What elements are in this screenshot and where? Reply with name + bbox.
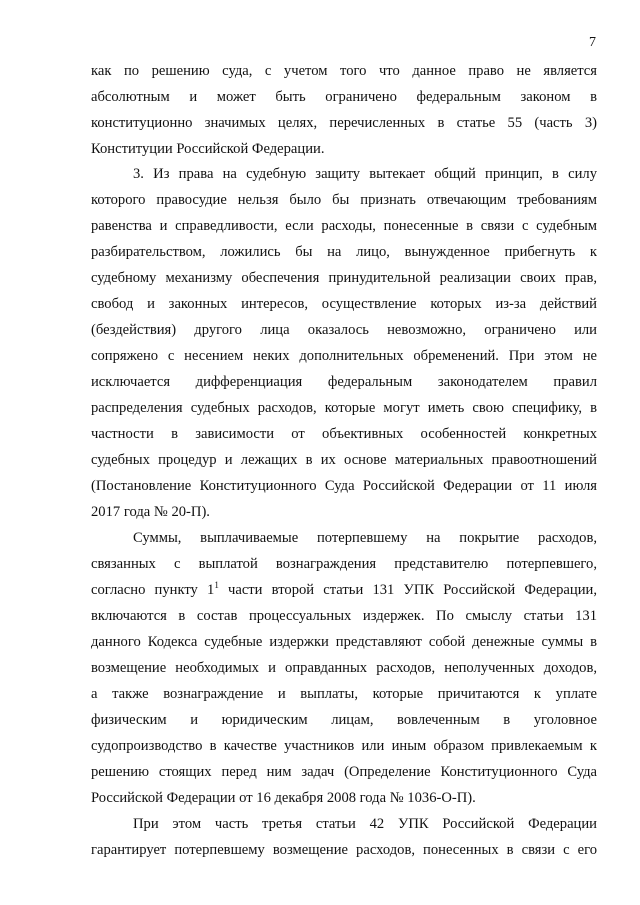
text-line: включаются в состав процессуальных издержек. По смыслу статьи 131 (91, 608, 597, 624)
text-line: данного Кодекса судебные издержки представляют собой денежные суммы в (91, 634, 597, 650)
text-line: (Постановление Конституционного Суда Российской Федерации от 11 июля (91, 478, 597, 494)
paragraph-first-line: Суммы, выплачиваемые потерпевшему на покрытие расходов, (133, 530, 597, 546)
text-line: сопряжено с несением неких дополнительных обременений. При этом не (91, 348, 597, 364)
paragraph-first-line: При этом часть третья статьи 42 УПК Российской Федерации (133, 816, 597, 832)
text-line: Конституции Российской Федерации. (91, 141, 325, 157)
text-line: возмещение необходимых и оправданных расходов, неполученных доходов, (91, 660, 597, 676)
text-line: разбирательством, ложились бы на лицо, вынужденное прибегнуть к (91, 244, 597, 260)
text-line: решению стоящих перед ним задач (Определение Конституционного Суда (91, 764, 597, 780)
text-line: Российской Федерации от 16 декабря 2008 года № 1036-О-П). (91, 790, 476, 806)
text-line: конституционно значимых целях, перечисленных в статье 55 (часть 3) (91, 115, 597, 131)
text-line: абсолютным и может быть ограничено федеральным законом в (91, 89, 597, 105)
text-line: частности в зависимости от объективных особенностей конкретных (91, 426, 597, 442)
text-line: связанных с выплатой вознаграждения представителю потерпевшего, (91, 556, 597, 572)
text-line: судопроизводство в качестве участников или иным образом привлекаемым к (91, 738, 597, 754)
text-line: а также вознаграждение и выплаты, которые причитаются к уплате (91, 686, 597, 702)
text-line: исключается дифференциация федеральным законодателем правил (91, 374, 597, 390)
text-line: как по решению суда, с учетом того что данное право не является (91, 63, 597, 79)
text-line: свобод и законных интересов, осуществление которых из-за действий (91, 296, 597, 312)
page-number: 7 (589, 35, 596, 50)
text-line: физическим и юридическим лицам, вовлеченным в уголовное (91, 712, 597, 728)
text-line: которого правосудие нельзя было бы признать отвечающим требованиям (91, 192, 597, 208)
text-line: 2017 года № 20-П). (91, 504, 210, 520)
text-line-with-superscript (91, 581, 597, 599)
text-line: (бездействия) другого лица оказалось невозможно, ограничено или (91, 322, 597, 338)
text-line: распределения судебных расходов, которые могут иметь свою специфику, в (91, 400, 597, 416)
text-segment: согласно пункту 1 (91, 582, 215, 598)
text-line: равенства и справедливости, если расходы, понесенные в связи с судебным (91, 218, 597, 234)
paragraph-first-line: 3. Из права на судебную защиту вытекает общий принцип, в силу (133, 166, 597, 182)
superscript: 1 (214, 580, 219, 591)
text-line: гарантирует потерпевшему возмещение расходов, понесенных в связи с его (91, 842, 597, 858)
text-segment: части второй статьи 131 УПК Российской Федерации, (218, 582, 597, 598)
text-line: судебных процедур и лежащих в их основе материальных правоотношений (91, 452, 597, 468)
text-line: судебному механизму обеспечения принудительной реализации своих прав, (91, 270, 597, 286)
